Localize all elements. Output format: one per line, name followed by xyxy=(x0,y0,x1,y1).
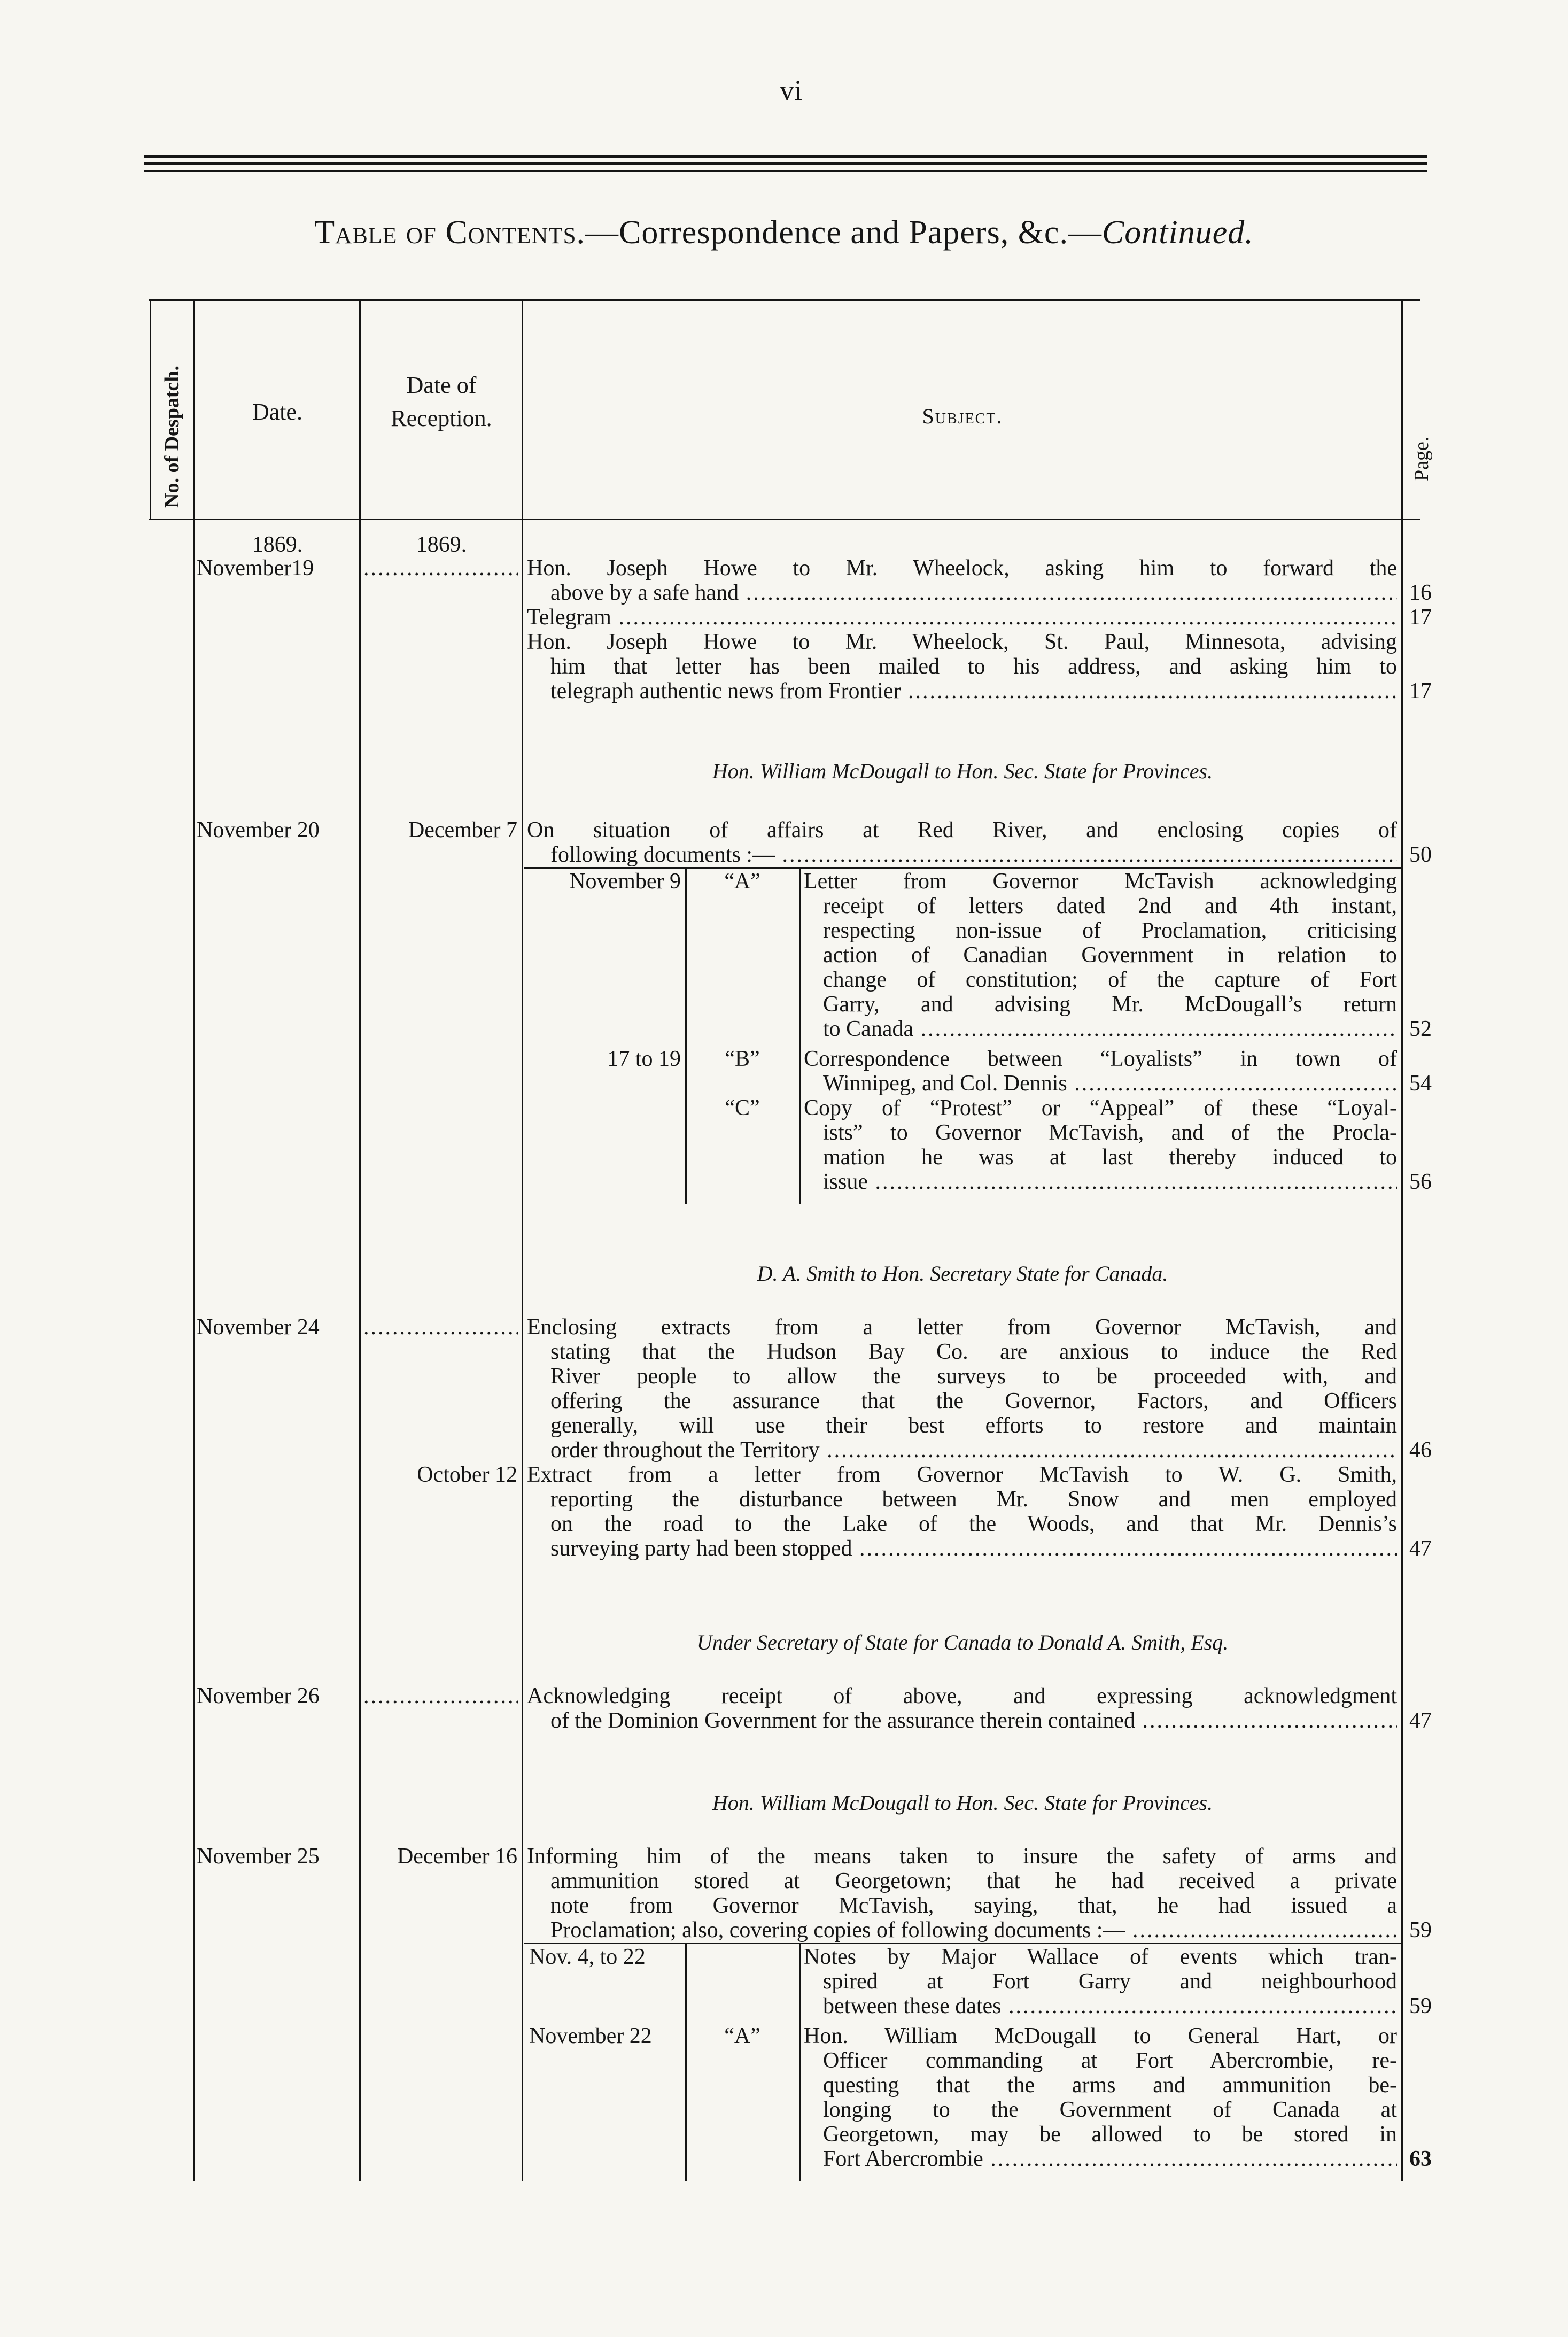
page-ref: 46 xyxy=(1409,1438,1432,1462)
page-ref: 17 xyxy=(1409,605,1432,630)
sub-column-divider xyxy=(799,1943,801,2181)
top-double-rule xyxy=(144,162,1427,165)
sub-subject-line: Correspondence between “Loyalists” in town of xyxy=(804,1047,1397,1071)
subject-line: offering the assurance that the Governor, Factors, and Officers xyxy=(550,1389,1397,1413)
subject-line: telegraph authentic news from Frontier ..... xyxy=(550,679,1397,703)
sub-date: November 22 xyxy=(529,2024,652,2048)
subject-line: Telegram ..... xyxy=(527,605,1397,630)
column-divider xyxy=(1401,299,1403,2181)
subject-line: Proclamation; also, covering copies of following documents :— ..... xyxy=(550,1918,1397,1943)
page-ref: 50 xyxy=(1409,842,1432,867)
sub-subject-line: respecting non-issue of Proclamation, criticising xyxy=(823,918,1397,943)
sub-subject-line: change of constitution; of the capture of Fort xyxy=(823,968,1397,992)
page-ref: 59 xyxy=(1409,1994,1432,2018)
sub-column-divider xyxy=(685,1943,687,2181)
reception-date: October 12 xyxy=(417,1462,517,1487)
sub-column-divider xyxy=(799,867,801,1204)
sub-subject-line: ists” to Governor McTavish, and of the Procla- xyxy=(823,1120,1397,1145)
page-ref: 47 xyxy=(1409,1708,1432,1733)
sub-mark: “A” xyxy=(724,2024,760,2048)
column-divider xyxy=(150,299,151,519)
sub-subject-line: spired at Fort Garry and neighbourhood xyxy=(823,1969,1397,1994)
section-heading: D. A. Smith to Hon. Secretary State for Canada. xyxy=(757,1262,1168,1286)
sub-subject-line: between these dates ..... xyxy=(823,1994,1397,2018)
sub-subject-line: to Canada ..... xyxy=(823,1017,1397,1041)
sub-subject-line: Letter from Governor McTavish acknowledging xyxy=(804,869,1397,894)
subject-line: of the Dominion Government for the assurance therein contained ..... xyxy=(550,1708,1397,1733)
subject-line: Extract from a letter from Governor McTavish to W. G. Smith, xyxy=(527,1462,1397,1487)
subject-line: him that letter has been mailed to his address, and asking him to xyxy=(550,654,1397,679)
subject-line: order throughout the Territory ..... xyxy=(550,1438,1397,1462)
sub-subject-line: questing that the arms and ammunition be- xyxy=(823,2073,1397,2098)
header-date: Date. xyxy=(252,399,303,425)
reception-leader xyxy=(363,556,518,581)
reception-leader xyxy=(363,1684,518,1708)
sub-date: 17 to 19 xyxy=(607,1047,681,1071)
subject-line: on the road to the Lake of the Woods, and that Mr. Dennis’s xyxy=(550,1512,1397,1536)
header-date-of-reception-line2: Reception. xyxy=(391,405,492,431)
sub-subject-line: mation he was at last thereby induced to xyxy=(823,1145,1397,1170)
subject-line: following documents :— ..... xyxy=(550,842,1397,867)
top-double-rule xyxy=(144,170,1427,172)
entry-date: November 25 xyxy=(197,1844,320,1869)
sub-subject-line: Notes by Major Wallace of events which tran- xyxy=(804,1945,1397,1969)
subject-line: generally, will use their best efforts to restore and maintain xyxy=(550,1413,1397,1438)
header-subject: Subject. xyxy=(922,404,1003,428)
subject-line: Informing him of the means taken to insure the safety of arms and xyxy=(527,1844,1397,1869)
sub-subject-line: longing to the Government of Canada at xyxy=(823,2098,1397,2122)
subject-line: River people to allow the surveys to be proceeded with, and xyxy=(550,1364,1397,1389)
sub-subject-line: Winnipeg, and Col. Dennis ..... xyxy=(823,1071,1397,1096)
reception-date: December 7 xyxy=(408,818,517,842)
header-date-of-reception-line1: Date of xyxy=(406,372,477,398)
sub-mark: “B” xyxy=(725,1047,760,1071)
page-ref: 16 xyxy=(1409,581,1432,605)
sub-subject-line: Garry, and advising Mr. McDougall’s return xyxy=(823,992,1397,1017)
page-ref: 56 xyxy=(1409,1170,1432,1194)
year-reception: 1869. xyxy=(416,532,467,557)
section-heading: Hon. William McDougall to Hon. Sec. State for Provinces. xyxy=(712,759,1213,783)
page-ref: 59 xyxy=(1409,1918,1432,1943)
title-of: of xyxy=(406,214,437,251)
sub-subject-line: Georgetown, may be allowed to be stored in xyxy=(823,2122,1397,2147)
section-heading: Hon. William McDougall to Hon. Sec. State for Provinces. xyxy=(712,1791,1213,1815)
title-continued: Continued. xyxy=(1101,214,1254,251)
title-rest: .—Correspondence and Papers, &c.— xyxy=(576,214,1102,251)
reception-leader xyxy=(363,1315,518,1340)
page-ref: 47 xyxy=(1409,1536,1432,1561)
section-heading: Under Secretary of State for Canada to Donald A. Smith, Esq. xyxy=(696,1630,1229,1654)
subject-line: above by a safe hand ..... xyxy=(550,581,1397,605)
sub-subject-line: receipt of letters dated 2nd and 4th instant, xyxy=(823,894,1397,918)
sub-column-divider xyxy=(685,867,687,1204)
subject-line: reporting the disturbance between Mr. Snow and men employed xyxy=(550,1487,1397,1512)
sub-table-rule xyxy=(524,867,1401,869)
column-divider xyxy=(522,299,523,2181)
subject-line: Enclosing extracts from a letter from Governor McTavish, and xyxy=(527,1315,1397,1340)
sub-subject-line: Fort Abercrombie ..... xyxy=(823,2147,1397,2171)
sub-mark: “A” xyxy=(724,869,760,894)
table-top-rule xyxy=(149,299,1420,301)
subject-line: On situation of affairs at Red River, and enclosing copies of xyxy=(527,818,1397,842)
year-date: 1869. xyxy=(252,532,303,557)
subject-line: note from Governor McTavish, saying, that, he had issued a xyxy=(550,1893,1397,1918)
sub-subject-line: action of Canadian Government in relation to xyxy=(823,943,1397,968)
entry-date: November 24 xyxy=(197,1315,320,1340)
subject-line: ammunition stored at Georgetown; that he had received a private xyxy=(550,1869,1397,1893)
sub-subject-line: Copy of “Protest” or “Appeal” of these “Loyal- xyxy=(804,1096,1397,1120)
page-number: vi xyxy=(779,74,802,106)
column-divider xyxy=(193,299,195,2181)
sub-table-rule xyxy=(524,1943,1401,1944)
page-ref: 54 xyxy=(1409,1071,1432,1096)
title-table: Table xyxy=(314,214,398,251)
header-no-of-despatch: No. of Despatch. xyxy=(161,366,183,508)
sub-subject-line: Hon. William McDougall to General Hart, or xyxy=(804,2024,1397,2048)
page-ref: 17 xyxy=(1409,679,1432,703)
entry-date: November19 xyxy=(197,556,314,581)
subject-line: surveying party had been stopped ..... xyxy=(550,1536,1397,1561)
sub-subject-line: Officer commanding at Fort Abercrombie, re- xyxy=(823,2048,1397,2073)
entry-date: November 20 xyxy=(197,818,320,842)
subject-line: Hon. Joseph Howe to Mr. Wheelock, St. Paul, Minnesota, advising xyxy=(527,630,1397,654)
table-of-contents-title xyxy=(0,214,1568,252)
header-bottom-rule xyxy=(149,519,1420,520)
reception-date: December 16 xyxy=(397,1844,517,1869)
header-page: Page. xyxy=(1410,436,1433,481)
subject-line: Acknowledging receipt of above, and expressing acknowledgment xyxy=(527,1684,1397,1708)
subject-line: Hon. Joseph Howe to Mr. Wheelock, asking him to forward the xyxy=(527,556,1397,581)
sub-date: Nov. 4, to 22 xyxy=(529,1945,646,1969)
column-divider xyxy=(359,299,361,2181)
page-ref: 63 xyxy=(1409,2147,1432,2171)
top-double-rule xyxy=(144,155,1427,158)
subject-line: stating that the Hudson Bay Co. are anxious to induce the Red xyxy=(550,1340,1397,1364)
sub-subject-line: issue ..... xyxy=(823,1170,1397,1194)
entry-date: November 26 xyxy=(197,1684,320,1708)
title-contents: Contents xyxy=(445,214,577,251)
page-ref: 52 xyxy=(1409,1017,1432,1041)
sub-date: November 9 xyxy=(569,869,681,894)
sub-mark: “C” xyxy=(725,1096,760,1120)
